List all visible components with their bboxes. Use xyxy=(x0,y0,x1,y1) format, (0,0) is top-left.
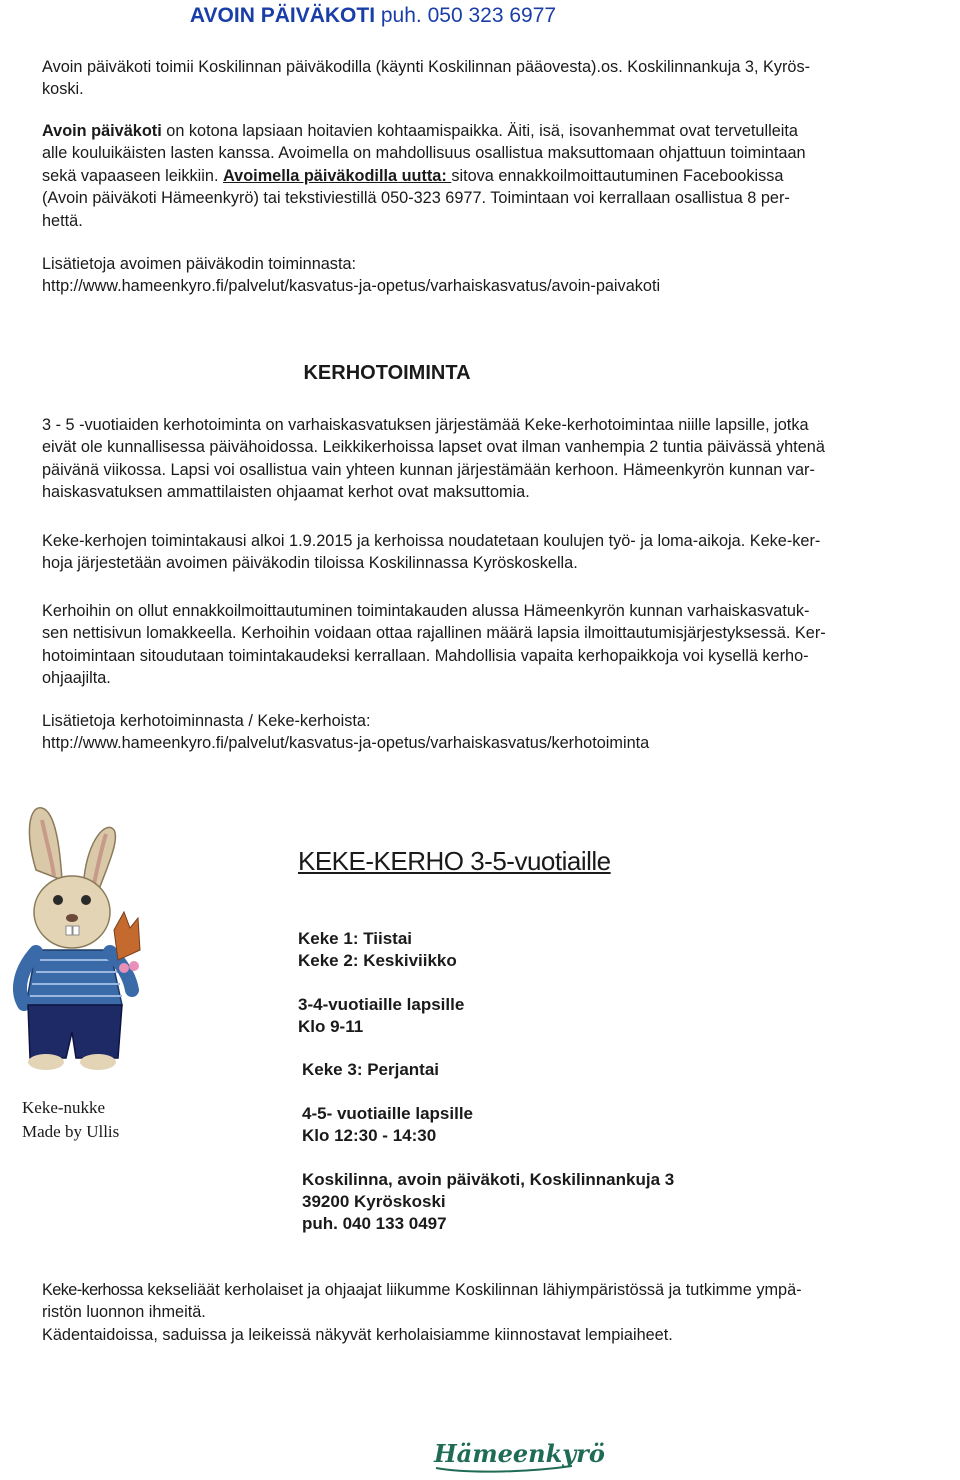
avoin-paragraph xyxy=(42,120,947,232)
kerho-line: sen nettisivun lomakkeella. Kerhoihin voidaan ottaa rajallinen määrä lapsia ilmoittautumisjärjestyksessä. Ker- xyxy=(42,624,826,643)
avoin-text: on kotona lapsiaan hoitavien kohtaamispaikka. Äiti, isä, isovanhemmat ovat tervetulleita xyxy=(161,122,798,140)
keke-group-a xyxy=(298,994,464,1038)
keke-time: Klo 12:30 - 14:30 xyxy=(302,1126,437,1145)
footer-line: Kädentaidoissa, saduissa ja leikeissä näkyvät kerholaisiamme kiinnostavat lempiaiheet. xyxy=(42,1325,673,1344)
avoin-info-link[interactable]: http://www.hameenkyro.fi/palvelut/kasvatus-ja-opetus/varhaiskasvatus/avoin-paivakoti xyxy=(42,277,661,296)
avoin-news: Avoimella päiväkodilla uutta: xyxy=(223,166,452,185)
kerho-info-label: Lisätietoja kerhotoiminnasta / Keke-kerhoista: xyxy=(42,712,371,730)
keke-age: 4-5- vuotiaille lapsille xyxy=(302,1104,474,1123)
kerho-line: haiskasvatuksen ammattilaisten ohjaamat kerhot ovat maksuttomia. xyxy=(42,483,530,502)
avoin-line: hettä. xyxy=(42,211,83,230)
kerho-paragraph-1 xyxy=(42,414,947,504)
photo-caption xyxy=(22,1096,119,1144)
kerho-line: Kerhoihin on ollut ennakkoilmoittautuminen toimintakauden alussa Hämeenkyrön kunnan varhaiskasvatuk- xyxy=(42,602,810,620)
keke-address xyxy=(302,1169,674,1235)
keke-title: KEKE-KERHO 3-5-vuotiaille xyxy=(298,846,611,876)
avoin-lead: Avoin päiväkoti xyxy=(42,122,162,140)
kerho-paragraph-3 xyxy=(42,600,947,690)
kerho-info-link[interactable]: http://www.hameenkyro.fi/palvelut/kasvatus-ja-opetus/varhaiskasvatus/kerhotoiminta xyxy=(42,734,650,753)
footer-paragraph xyxy=(42,1279,947,1346)
title-bold: AVOIN PÄIVÄKOTI xyxy=(189,4,376,27)
title-phone: puh. 050 323 6977 xyxy=(375,4,557,27)
kerho-line: Keke-kerhojen toimintakausi alkoi 1.9.2015 ja kerhoissa noudatetaan koulujen työ- ja loma-aikoja. Keke-ker- xyxy=(42,532,821,550)
logo-text: Hämeenkyrö xyxy=(434,1439,605,1468)
kerho-line: hoja järjestetään avoimen päiväkodin tiloissa Koskilinnassa Kyröskoskella. xyxy=(42,554,578,573)
intro-line: koski. xyxy=(42,80,84,99)
avoin-line xyxy=(42,120,947,142)
keke-day: Keke 1: Tiistai xyxy=(298,929,413,948)
avoin-line: alle kouluikäisten lasten kanssa. Avoimella on mahdollisuus osallistua maksuttomaan ohjattuun toimintaan xyxy=(42,144,806,163)
footer-text: kekseliäät kerholaiset ja ohjaajat liikumme Koskilinnan lähiympäristössä ja tutkimme ympä- xyxy=(142,1281,802,1299)
avoin-info xyxy=(42,253,947,298)
kerho-line: ohjaajilta. xyxy=(42,669,111,688)
address-line: Koskilinna, avoin päiväkoti, Koskilinnankuja 3 xyxy=(302,1170,675,1189)
avoin-text: sitova ennakkoilmoittautuminen Facebookissa xyxy=(451,166,784,185)
keke-age: 3-4-vuotiaille lapsille xyxy=(298,995,465,1014)
avoin-line xyxy=(42,165,947,187)
kerho-line: eivät ole kunnallisessa päivähoidossa. Leikkikerhoissa lapset ovat ilman vanhempia 2 tuntia päivässä yhtenä xyxy=(42,438,825,457)
footer-line: ristön luonnon ihmeitä. xyxy=(42,1303,206,1322)
keke-day: Keke 3: Perjantai xyxy=(302,1060,440,1079)
keke-time: Klo 9-11 xyxy=(298,1017,364,1036)
kerho-paragraph-2 xyxy=(42,530,947,575)
page-title xyxy=(0,4,746,28)
keke-days-b xyxy=(302,1059,439,1081)
kerho-line: päivänä viikossa. Lapsi voi osallistua vain yhteen kunnan järjestämään kerhoon. Hämeenkyrön kunnan var- xyxy=(42,460,815,479)
footer-line xyxy=(42,1279,947,1301)
keke-day: Keke 2: Keskiviikko xyxy=(298,951,457,970)
kerho-line: hotoimintaan sitoudutaan toimintakaudeksi kerrallaan. Mahdollisia vapaita kerhopaikkoja voi kysellä kerho- xyxy=(42,646,809,665)
address-phone: puh. 040 133 0497 xyxy=(302,1214,447,1233)
caption-line: Made by Ullis xyxy=(22,1122,120,1141)
caption-line: Keke-nukke xyxy=(22,1098,106,1117)
keke-group-b xyxy=(302,1103,473,1147)
avoin-text: sekä vapaaseen leikkiin. xyxy=(42,166,224,185)
kerho-line: 3 - 5 -vuotiaiden kerhotoiminta on varhaiskasvatuksen järjestämää Keke-kerhotoimintaa niille lapsille, jotka xyxy=(42,416,809,434)
avoin-line: (Avoin päiväkoti Hämeenkyrö) tai tekstiviestillä 050-323 6977. Toimintaan voi kerrallaan osallistua 8 per- xyxy=(42,189,790,208)
intro-line: Avoin päiväkoti toimii Koskilinnan päiväkodilla (käynti Koskilinnan pääovesta).os. Koskilinnankuja 3, Kyrös- xyxy=(42,58,811,76)
intro-paragraph xyxy=(42,56,947,101)
hameenkyro-logo xyxy=(430,1432,605,1478)
kerho-heading: KERHOTOIMINTA xyxy=(303,362,471,384)
keke-doll-photo xyxy=(6,800,156,1075)
keke-days-a xyxy=(298,928,457,972)
address-line: 39200 Kyröskoski xyxy=(302,1192,446,1211)
kerho-info xyxy=(42,710,947,755)
avoin-info-label: Lisätietoja avoimen päiväkodin toiminnasta: xyxy=(42,255,357,273)
footer-lead: Keke-kerhossa xyxy=(42,1281,143,1299)
